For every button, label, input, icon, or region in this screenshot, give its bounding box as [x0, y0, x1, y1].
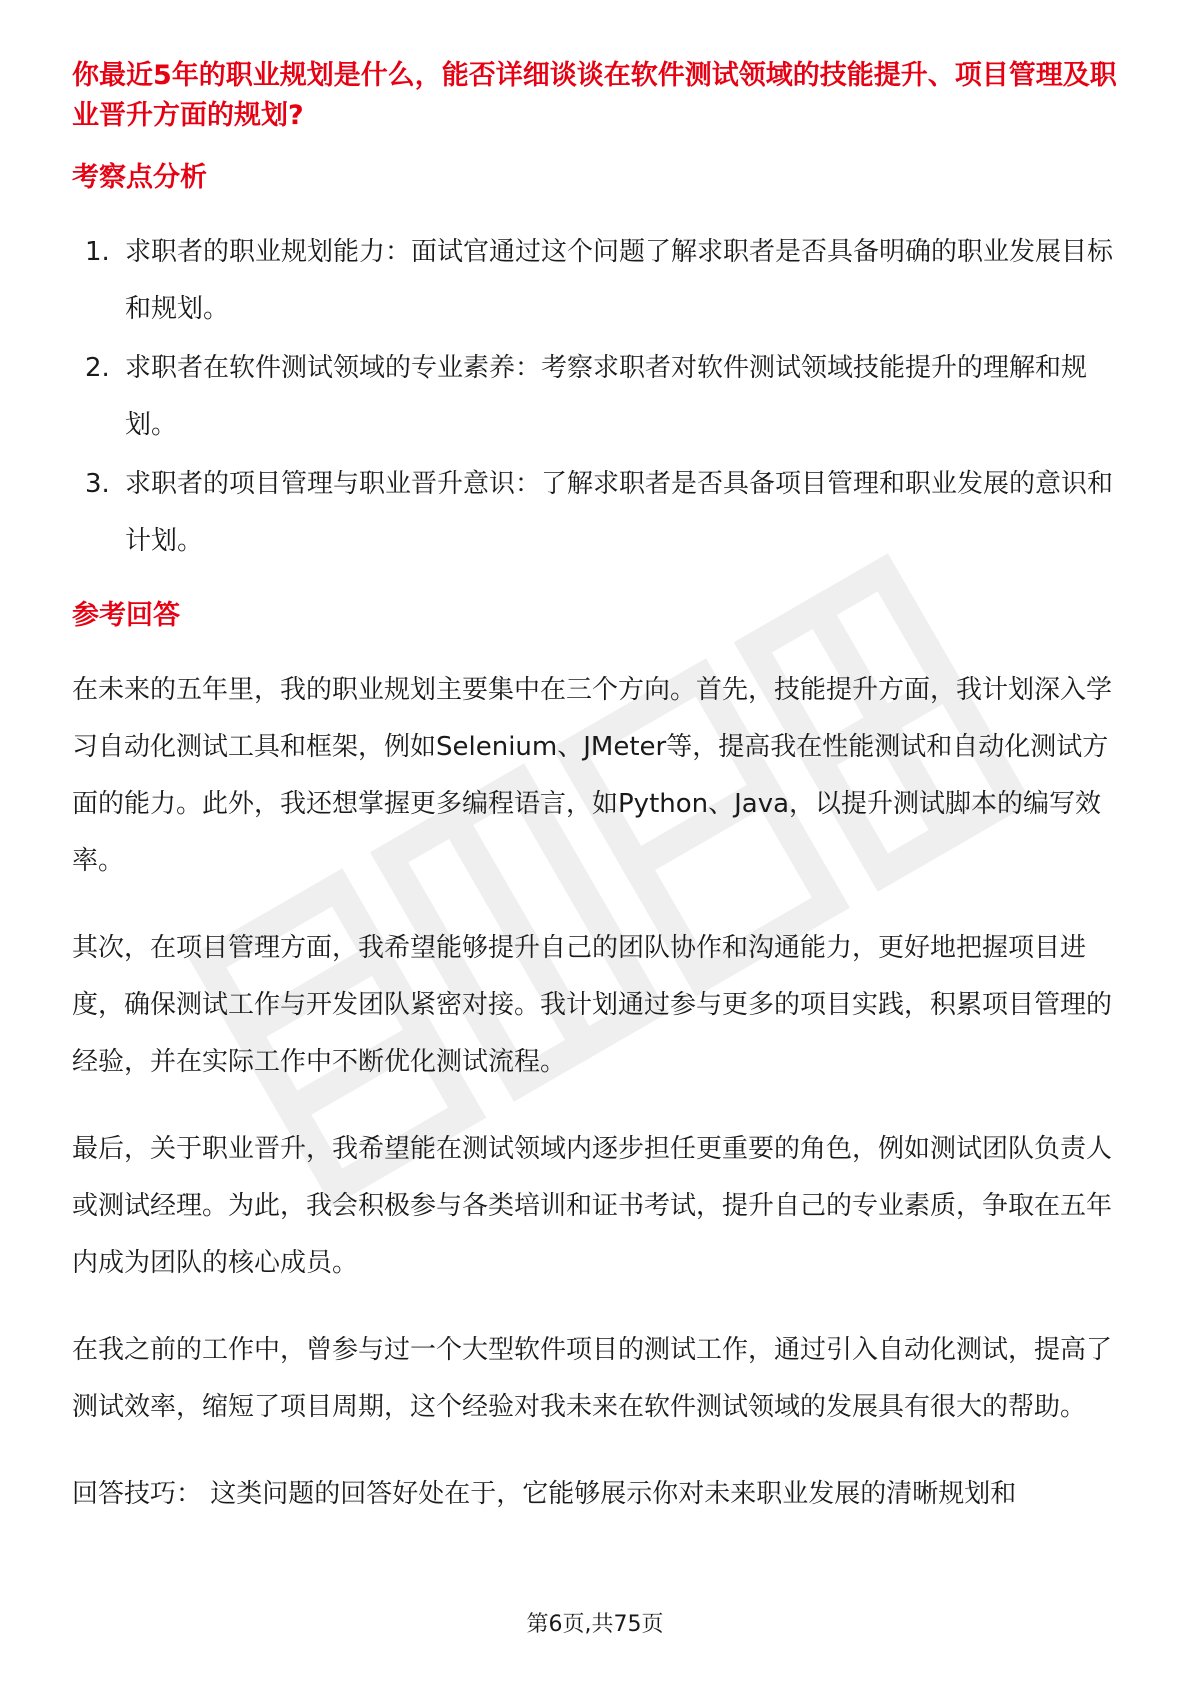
list-item: [72, 224, 1122, 338]
list-item-number: 3.: [85, 469, 110, 499]
answer-paragraph: 在未来的五年里，我的职业规划主要集中在三个方向。首先，技能提升方面，我计划深入学习自动化测试工具和框架，例如Selenium、JMeter等，提高我在性能测试和自动化测试方面的能力。此外，我还想掌握更多编程语言，如Python、Java，以提升测试脚本的编写效率。: [72, 675, 1113, 876]
list-item-text: 求职者在软件测试领域的专业素养：考察求职者对软件测试领域技能提升的理解和规划。: [125, 353, 1088, 440]
list-item-text: 求职者的职业规划能力：面试官通过这个问题了解求职者是否具备明确的职业发展目标和规划。: [125, 237, 1114, 324]
answer-paragraph: 最后，关于职业晋升，我希望能在测试领域内逐步担任更重要的角色，例如测试团队负责人或测试经理。为此，我会积极参与各类培训和证书考试，提升自己的专业素质，争取在五年内成为团队的核心成员。: [72, 1134, 1113, 1278]
list-item-number: 2.: [85, 353, 110, 383]
question-title: 你最近5年的职业规划是什么，能否详细谈谈在软件测试领域的技能提升、项目管理及职业晋升方面的规划?: [72, 60, 1117, 131]
answer-tips-paragraph: 回答技巧： 这类问题的回答好处在于，它能够展示你对未来职业发展的清晰规划和: [72, 1479, 1017, 1509]
list-item-text: 求职者的项目管理与职业晋升意识：了解求职者是否具备项目管理和职业发展的意识和计划。: [125, 469, 1114, 556]
analysis-list: [72, 224, 1122, 570]
list-item: [72, 340, 1122, 454]
analysis-heading: 考察点分析: [72, 162, 207, 193]
answer-paragraph: 其次，在项目管理方面，我希望能够提升自己的团队协作和沟通能力，更好地把握项目进度，确保测试工作与开发团队紧密对接。我计划通过参与更多的项目实践，积累项目管理的经验，并在实际工作中不断优化测试流程。: [72, 933, 1113, 1077]
answer-heading: 参考回答: [72, 600, 180, 631]
list-item: [72, 456, 1122, 570]
page-content: [72, 56, 1122, 1523]
page-number-footer: 第6页,共75页: [526, 1612, 664, 1637]
answer-paragraph: 在我之前的工作中，曾参与过一个大型软件项目的测试工作，通过引入自动化测试，提高了测试效率，缩短了项目周期，这个经验对我未来在软件测试领域的发展具有很大的帮助。: [72, 1335, 1113, 1422]
list-item-number: 1.: [85, 237, 110, 267]
